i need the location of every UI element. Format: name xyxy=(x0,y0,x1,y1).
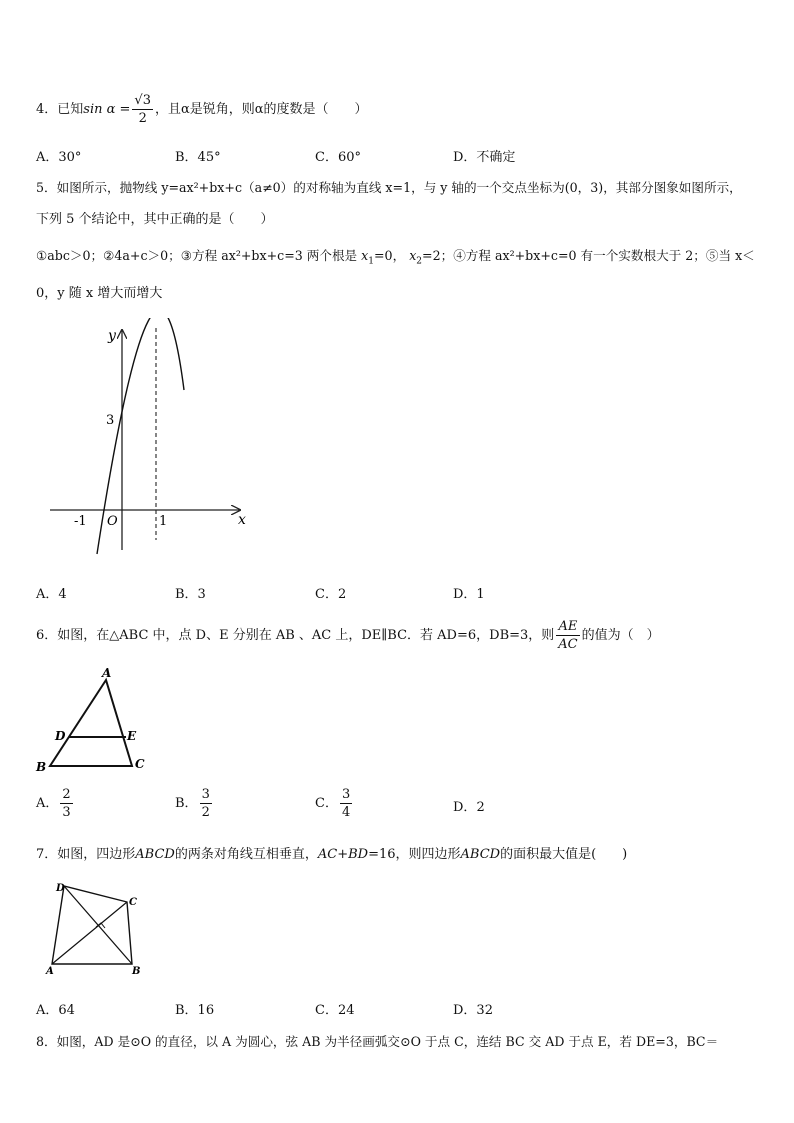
q6-option-c-fraction xyxy=(340,786,352,821)
q4-suffix: ，且α是锐角，则α的度数是（ ） xyxy=(154,102,368,117)
point-d-label: D xyxy=(55,729,66,743)
q6-frac-num: AE xyxy=(556,618,579,636)
q4-stem xyxy=(36,92,368,127)
vertex-c-label: C xyxy=(129,897,137,908)
tick-1-label: 1 xyxy=(159,514,168,529)
vertex-a-label: A xyxy=(102,666,112,680)
q5-parabola-figure xyxy=(40,318,260,563)
q7-option-b: B．16 xyxy=(175,1003,215,1018)
q5-line3-b: =2；④方程 ax²+bx+c=0 有一个实数根大于 2；⑤当 x＜ xyxy=(422,248,755,263)
q6-option-d-text: 2 xyxy=(476,800,485,815)
q7-sum: AC+BD xyxy=(317,847,369,862)
q6-fraction xyxy=(556,618,579,653)
q6-triangle-figure xyxy=(34,666,159,778)
q7-abcd-2: ABCD xyxy=(460,847,501,862)
q5-option-d: D．1 xyxy=(453,587,485,602)
q5-option-a: A．4 xyxy=(36,587,67,602)
vertex-d-label: D xyxy=(56,883,65,894)
x-axis-label: x xyxy=(238,512,246,528)
q7-text-a: 7．如图，四边形 xyxy=(36,847,136,862)
q5-line4: 0，y 随 x 增大而增大 xyxy=(36,286,163,301)
q4-option-b: B．45° xyxy=(175,150,221,165)
q4-fraction xyxy=(132,92,153,127)
q6-prefix: 6．如图，在△ABC 中，点 D、E 分别在 AB 、AC 上，DE∥BC．若 AD=6，DB=3，则 xyxy=(36,628,555,643)
q7-option-d: D．32 xyxy=(453,1003,493,1018)
quadrilateral-abcd xyxy=(52,886,132,964)
q6-option-c-den: 4 xyxy=(341,805,351,820)
q6-option-b-fraction xyxy=(200,786,212,821)
q7-text-b: 的两条对角线互相垂直， xyxy=(174,847,318,862)
q4-frac-num: √3 xyxy=(134,93,151,108)
point-e-label: E xyxy=(127,729,137,743)
q7-abcd-1: ABCD xyxy=(135,847,175,862)
q4-option-a: A．30° xyxy=(36,150,82,165)
q6-option-c-num: 3 xyxy=(341,787,351,802)
q6-option-b-num: 3 xyxy=(201,787,210,802)
diagonal-ac xyxy=(52,902,127,964)
q7-quadrilateral-figure xyxy=(40,878,150,978)
vertex-b-label: B xyxy=(36,760,47,774)
q5-line1: 5．如图所示，抛物线 y=ax²+bx+c（a≠0）的对称轴为直线 x=1，与 y 轴的一个交点坐标为(0，3)，其部分图象如图所示， xyxy=(36,180,742,195)
q6-stem xyxy=(36,616,660,656)
vertex-c-label: C xyxy=(135,757,145,771)
origin-label: O xyxy=(107,514,118,529)
q6-frac-den: AC xyxy=(558,637,578,652)
q4-option-c: C．60° xyxy=(315,150,361,165)
triangle-abc xyxy=(50,680,132,766)
q5-x1-sub: 1 xyxy=(368,256,374,267)
q6-option-b-den: 2 xyxy=(201,805,210,820)
q6-option-a-letter: A． xyxy=(36,796,59,811)
q5-line3 xyxy=(36,245,755,267)
vertex-a-label: A xyxy=(46,966,54,977)
q7-option-a: A．64 xyxy=(36,1003,75,1018)
q5-line3-a: ①abc＞0；②4a+c＞0；③方程 ax²+bx+c=3 两个根是 xyxy=(36,248,358,263)
q6-option-b xyxy=(175,784,214,824)
q5-line2: 下列 5 个结论中，其中正确的是（ ） xyxy=(36,212,274,227)
y-axis-label: y xyxy=(108,328,116,344)
q5-x2-sub: 2 xyxy=(416,256,423,267)
q6-suffix: 的值为（ ） xyxy=(581,628,660,643)
q7-stem xyxy=(36,843,627,862)
q6-option-b-letter: B． xyxy=(175,796,198,811)
q5-x1-val: =0， xyxy=(374,248,406,263)
q6-option-a-num: 2 xyxy=(62,787,71,802)
q7-option-c: C．24 xyxy=(315,1003,355,1018)
q7-text-c: =16，则四边形 xyxy=(368,847,461,862)
q5-option-c: C．2 xyxy=(315,587,347,602)
q7-text-d: 的面积最大值是( ) xyxy=(500,847,628,862)
q4-prefix: 4．已知 xyxy=(36,102,84,117)
q6-option-d-letter: D． xyxy=(453,800,477,815)
q6-option-d xyxy=(453,796,485,815)
q6-option-a xyxy=(36,784,75,824)
tick-neg1-label: -1 xyxy=(74,514,87,529)
vertex-b-label: B xyxy=(132,966,141,977)
q4-option-d: D．不确定 xyxy=(453,150,516,165)
q4-sin-expr: sin α = xyxy=(83,102,131,117)
q5-x1: x xyxy=(361,248,369,263)
q5-x2: x xyxy=(409,248,417,263)
q6-option-a-den: 3 xyxy=(62,805,71,820)
q4-frac-den: 2 xyxy=(138,111,147,126)
q6-option-c xyxy=(315,784,354,824)
q8-line1: 8．如图，AD 是⊙O 的直径，以 A 为圆心，弦 AB 为半径画弧交⊙O 于点 C，连结 BC 交 AD 于点 E，若 DE=3，BC＝ xyxy=(36,1034,719,1049)
intercept-3-label: 3 xyxy=(106,413,115,428)
q6-option-c-letter: C． xyxy=(315,796,338,811)
q5-option-b: B．3 xyxy=(175,587,206,602)
q6-option-a-fraction xyxy=(60,786,72,821)
